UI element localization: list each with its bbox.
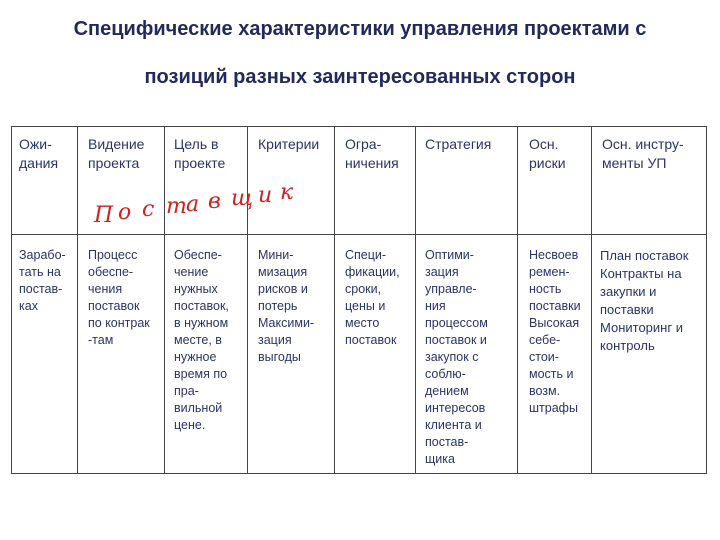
header-main-risks: Осн. риски — [529, 136, 566, 171]
column-divider — [591, 127, 592, 473]
slide-title-line-2: позиций разных заинтересованных сторон — [144, 66, 576, 88]
header-main-pm-tools: Осн. инстру- менты УП — [602, 136, 684, 171]
cell-project-goal: Обеспе- чение нужных поставок, в нужном месте, в нужное время по пра- вильной цене. — [174, 248, 229, 432]
header-criteria: Критерии — [258, 136, 320, 152]
header-project-goal: Цель в проекте — [174, 136, 226, 171]
column-divider — [415, 127, 416, 473]
stakeholder-letter: т — [166, 194, 187, 219]
stakeholder-letter: щ — [231, 186, 254, 211]
cell-strategy: Оптими- зация управле- ния процессом поставок и закупок с соблю- дением интересов клиента и постав- щика — [425, 248, 488, 466]
stakeholder-letter: в — [208, 189, 221, 214]
stakeholder-letter: к — [280, 180, 294, 205]
header-project-vision: Видение проекта — [88, 136, 145, 171]
cell-project-vision: Процесс обеспе- чения поставок по контрак -там — [88, 248, 150, 347]
cell-main-pm-tools: План поставок Контракты на закупки и поставки Мониторинг и контроль — [600, 248, 689, 353]
cell-expectations: Зарабо- тать на постав- ках — [19, 248, 66, 313]
column-divider — [247, 127, 248, 473]
cell-criteria: Мини- мизация рисков и потерь Максими- зация выгоды — [258, 248, 315, 364]
stakeholder-letter: с — [142, 197, 155, 222]
header-constraints: Огра- ничения — [345, 136, 399, 171]
stakeholder-letter: о — [118, 200, 132, 225]
column-divider — [517, 127, 518, 473]
header-strategy: Стратегия — [425, 136, 492, 152]
stakeholder-letter: и — [258, 183, 273, 208]
stakeholder-letter: П — [94, 203, 114, 228]
slide-title-line-1: Специфические характеристики управления проектами с — [73, 18, 647, 40]
column-divider — [77, 127, 78, 473]
column-divider — [164, 127, 165, 473]
cell-main-risks: Несвоев ремен- ность поставки Высокая себе- стои- мость и возм. штрафы — [529, 248, 581, 415]
stakeholder-letter: а — [186, 192, 200, 217]
column-divider — [334, 127, 335, 473]
row-divider — [12, 234, 706, 235]
header-expectations: Ожи- дания — [19, 136, 59, 171]
stakeholder-table — [11, 126, 707, 474]
cell-constraints: Специ- фикации, сроки, цены и место поставок — [345, 248, 400, 347]
